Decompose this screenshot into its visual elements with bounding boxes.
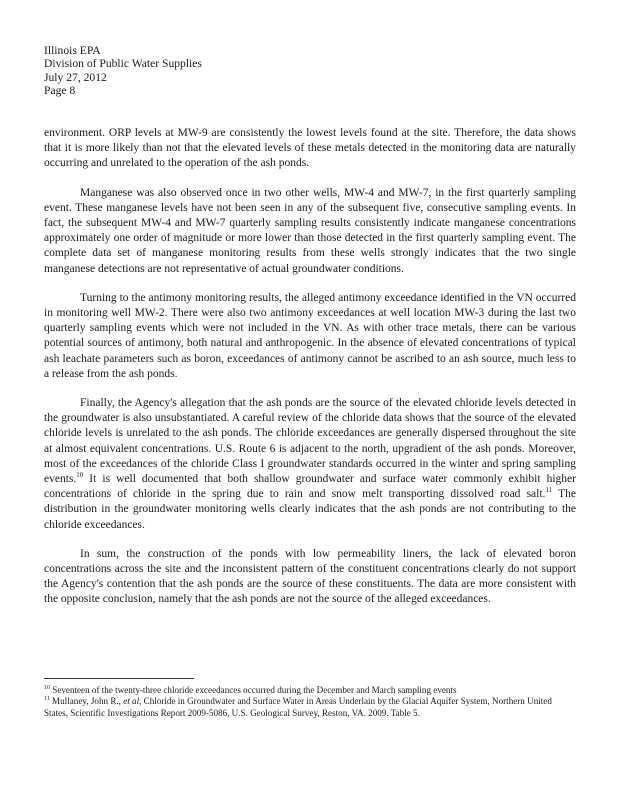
footnote-11-author: Mullaney, John R., xyxy=(49,696,124,707)
footnote-11-et-al: et al xyxy=(123,696,140,707)
footnote-11-number: 11 xyxy=(44,696,50,703)
chloride-text-part-2: It is well documented that both shallow groundwater and surface water commonly exhibit higher concentrations of chloride in the spring due to rain and snow melt transporting dissolved road salt. xyxy=(44,473,576,501)
chloride-text-part-3: The distribution in the groundwater monitoring wells clearly indicates that the ash ponds are not contributing to the chloride exceedances. xyxy=(44,488,577,531)
header-agency: Illinois EPA xyxy=(44,44,101,57)
letter-body xyxy=(44,126,576,622)
paragraph-manganese: Manganese was also observed once in two other wells, MW-4 and MW-7, in the first quarterly sampling event. These manganese levels have not been seen in any of the subsequent five, consecutive sampling events. In fact, the subsequent MW-4 and MW-7 quarterly sampling results consistently indicate manganese concentrations approximately one order of magnitude or more lower than those detected in the first quarterly sampling event. The complete data set of manganese monitoring results from these wells strongly indicates that the two single manganese detections are not representative of actual groundwater conditions. xyxy=(44,186,576,275)
footnote-10-number: 10 xyxy=(44,684,50,691)
footnote-ref-10: 10 xyxy=(76,471,84,480)
paragraph-antimony: Turning to the antimony monitoring results, the alleged antimony exceedance identified in the VN occurred in monitoring well MW-2. There were also two antimony exceedances at well location MW-3 during the last two quarterly sampling events which were not included in the VN. As with other trace metals, there can be various potential sources of antimony, both natural and anthropogenic. In the absence of elevated concentrations of typical ash leachate parameters such as boron, exceedances of antimony cannot be ascribed to an ash source, much less to a release from the ash ponds. xyxy=(44,291,576,380)
paragraph-orp-levels: environment. ORP levels at MW-9 are consistently the lowest levels found at the site. Therefore, the data shows that it is more likely than not that the elevated levels of these metals detected in the monitoring data are naturally occurring and unrelated to the operation of the ash ponds. xyxy=(44,127,576,170)
header-division: Division of Public Water Supplies xyxy=(44,57,202,71)
paragraph-conclusion: In sum, the construction of the ponds with low permeability liners, the lack of elevated boron concentrations across the site and the inconsistent pattern of the constituent concentrations clearly do not support the Agency's contention that the ash ponds are the source of these constituents. The data are more consistent with the opposite conclusion, namely that the ash ponds are not the source of the alleged exceedances. xyxy=(44,547,576,606)
footnote-divider xyxy=(44,678,194,679)
header-page-number: Page 8 xyxy=(44,84,76,98)
footnotes xyxy=(44,685,578,719)
footnote-ref-11: 11 xyxy=(545,486,553,495)
chloride-text-part-1: Finally, the Agency's allegation that the ash ponds are the source of the elevated chloride levels detected in the groundwater is also unsubstantiated. A careful review of the chloride data shows that the source of the elevated chloride levels is unrelated to the ash ponds. The chloride exceedances are generally dispersed throughout the site at almost equivalent concentrations. U.S. Route 6 is adjacent to the north, upgradient of the ash ponds. Moreover, most of the exceedances of the chloride Class I groundwater standards occurred in the winter and spring sampling events. xyxy=(44,397,576,486)
footnote-10-text: Seventeen of the twenty-three chloride exceedances occurred during the December and March sampling events xyxy=(50,685,457,695)
footnote-11 xyxy=(44,696,578,719)
paragraph-chloride xyxy=(44,396,576,533)
header-date: July 27, 2012 xyxy=(44,70,107,84)
footnote-10 xyxy=(44,685,578,696)
letter-header xyxy=(44,44,202,98)
footnote-11-citation: , Chloride in Groundwater and Surface Water in Areas Underlain by the Glacial Aquifer System, Northern United States, Scientific Investigations Report 2009-5086, U.S. Geological Survey, Reston, VA. 2009. Table 5. xyxy=(44,696,552,718)
